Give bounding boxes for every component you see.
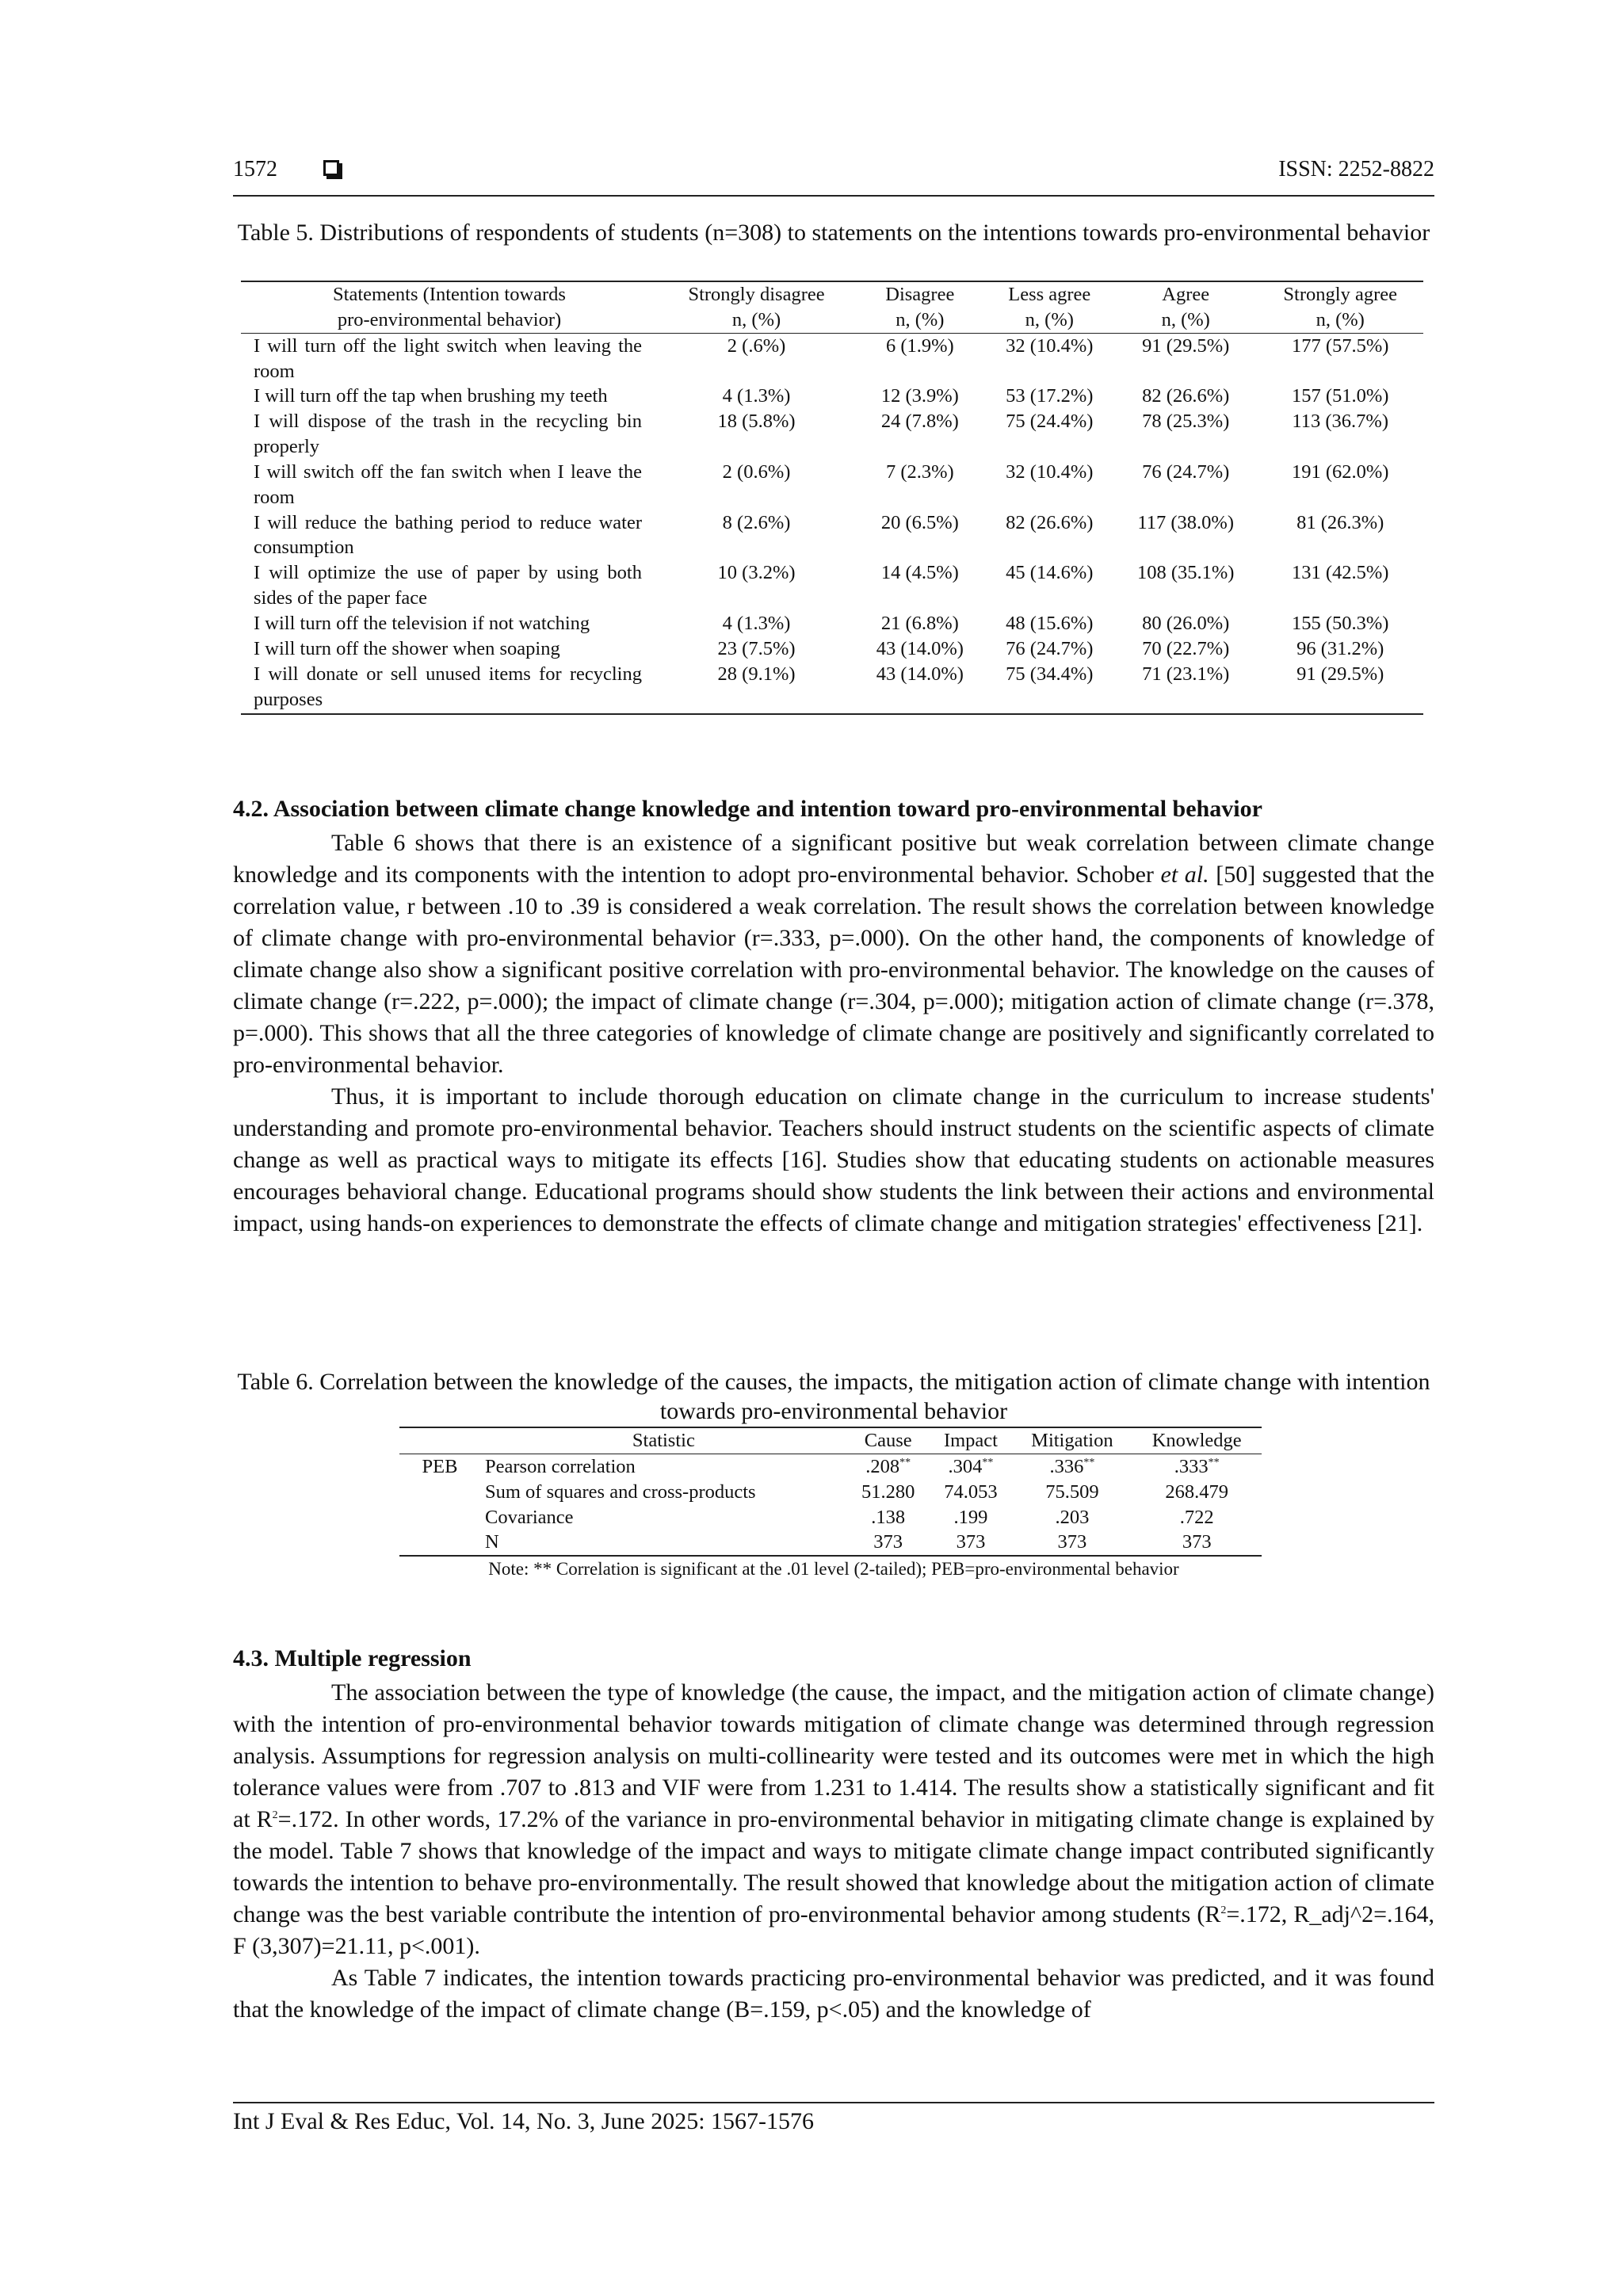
table6-col-mitigation: Mitigation (1031, 1430, 1113, 1451)
page-header (233, 155, 1434, 197)
table-row: PEB Pearson correlation .208** .304** .336** .333** (399, 1454, 1262, 1479)
table-row: N 373 373 373 373 (485, 1531, 1212, 1553)
table-row: I will turn off the shower when soaping 23 (7.5%) 43 (14.0%) 76 (24.7%) 70 (22.7%) 96 (31.2%) (254, 637, 1384, 659)
table-row: I will reduce the bathing period to reduce water consumption 8 (2.6%) 20 (6.5%) 82 (26.6%) 117 (38.0%) 81 (26.3%) (254, 511, 1384, 559)
table6-header-row (399, 1427, 1262, 1454)
table5-col-less-agree: Less agree n, (%) (1008, 284, 1091, 330)
page-number: 1572 (233, 157, 277, 181)
issn: ISSN: 2252-8822 (1278, 157, 1434, 181)
table6-col-cause: Cause (864, 1430, 912, 1451)
square-bullet-icon (323, 160, 339, 176)
table5-caption: Table 5. Distributions of respondents of students (n=308) to statements on the intentions towards pro-environmental behavior (237, 220, 1430, 246)
table5 (241, 281, 1423, 715)
table-row: Sum of squares and cross-products 51.280 74.053 75.509 268.479 (485, 1480, 1229, 1503)
table5-col-strongly-agree: Strongly agree n, (%) (1283, 284, 1397, 330)
table6-row-label: PEB (422, 1455, 458, 1477)
table-row: Covariance .138 .199 .203 .722 (485, 1506, 1214, 1528)
table6-note: Note: ** Correlation is significant at the .01 level (2-tailed); PEB=pro-environmental behavior (488, 1559, 1179, 1579)
table-row: I will switch off the fan switch when I leave the room 2 (0.6%) 7 (2.3%) 32 (10.4%) 76 (24.7%) 191 (62.0%) (254, 460, 1389, 508)
table5-col-disagree: Disagree n, (%) (885, 284, 955, 330)
page-footer: Int J Eval & Res Educ, Vol. 14, No. 3, June 2025: 1567-1576 (233, 2102, 1434, 2135)
table6-caption: Table 6. Correlation between the knowledge of the causes, the impacts, the mitigation action of climate change with intention towards pro-environmental behavior (237, 1369, 1430, 1424)
table-row: I will donate or sell unused items for recycling purposes 28 (9.1%) 43 (14.0%) 75 (34.4%) 71 (23.1%) 91 (29.5%) (254, 663, 1384, 710)
section-4-3-body (233, 1677, 1434, 2026)
paragraph: Thus, it is important to include thorough education on climate change in the curriculum to increase students' understanding and promote pro-environmental behavior. Teachers should instruct students on the scientific aspects of climate change as well as practical ways to mitigate its effects [16]. Studies show that educating students on actionable measures encourages behavioral change. Educational programs should show students the link between their actions and environmental impact, using hands-on experiences to demonstrate the effects of climate change and mitigation strategies' effectiveness [21]. (233, 1083, 1434, 1236)
table6-col-statistic: Statistic (632, 1430, 695, 1451)
table6-col-impact: Impact (943, 1430, 998, 1451)
table5-header-row (241, 281, 1423, 333)
table-row: I will turn off the television if not watching 4 (1.3%) 21 (6.8%) 48 (15.6%) 80 (26.0%) 155 (50.3%) (254, 612, 1389, 634)
table5-col-agree: Agree n, (%) (1161, 284, 1210, 330)
table6 (399, 1427, 1262, 1557)
section-4-2-heading: 4.2. Association between climate change knowledge and intention toward pro-environmental behavior (233, 796, 1262, 822)
section-4-2-body (233, 827, 1434, 1240)
table-row: I will turn off the tap when brushing my teeth 4 (1.3%) 12 (3.9%) 53 (17.2%) 82 (26.6%) 157 (51.0%) (254, 385, 1389, 407)
table-row: I will optimize the use of paper by using both sides of the paper face 10 (3.2%) 14 (4.5%) 45 (14.6%) 108 (35.1%) 131 (42.5%) (254, 562, 1389, 609)
table-row: I will turn off the light switch when leaving the room 2 (.6%) 6 (1.9%) 32 (10.4%) 91 (29.5%) 177 (57.5%) (254, 334, 1389, 382)
table5-col-strongly-disagree: Strongly disagree n, (%) (688, 284, 825, 330)
table5-col-statement: Statements (Intention towards pro-environmental behavior) (333, 284, 566, 330)
paragraph: As Table 7 indicates, the intention towards practicing pro-environmental behavior was predicted, and it was found that the knowledge of the impact of climate change (B=.159, p<.05) and the knowledge of (233, 1965, 1434, 2023)
paragraph: The association between the type of knowledge (the cause, the impact, and the mitigation action of climate change) with the intention of pro-environmental behavior towards mitigation of climate change was determined through regression analysis. Assumptions for regression analysis on multi-collinearity were tested and its outcomes were met in which the high tolerance values were from .707 to .813 and VIF were from 1.231 to 1.414. The results show a statistically significant and fit at $R^2=.172$. In other words, 17.2% of the variance in pro-environmental behavior in mitigating climate change is explained by the model. Table 7 shows that knowledge of the impact and ways to mitigate climate change impact contributed significantly towards the intention to behave pro-environmentally. The result showed that knowledge about the mitigation action of climate change was the best variable contribute the intention of pro-environmental behavior among students ($R^2=.172$, R_adj^2=.164, F (3,307)=21.11, p<.001). (233, 1679, 1434, 1959)
paragraph: Table 6 shows that there is an existence of a significant positive but weak correlation between climate change knowledge and its components with the intention to adopt pro-environmental behavior. Schober et al. [50] suggested that the correlation value, r between .10 to .39 is considered a weak correlation. The result shows the correlation between knowledge of climate change with pro-environmental behavior (r=.333, p=.000). On the other hand, the components of knowledge of climate change also show a significant positive correlation with pro-environmental behavior. The knowledge on the causes of climate change (r=.222, p=.000); the impact of climate change (r=.304, p=.000); mitigation action of climate change (r=.378, p=.000). This shows that all the three categories of knowledge of climate change are positively and significantly correlated to pro-environmental behavior. (233, 830, 1434, 1078)
table-row: I will dispose of the trash in the recycling bin properly 18 (5.8%) 24 (7.8%) 75 (24.4%) 78 (25.3%) 113 (36.7%) (254, 411, 1388, 458)
table6-col-knowledge: Knowledge (1151, 1430, 1242, 1451)
section-4-3-heading: 4.3. Multiple regression (233, 1645, 472, 1671)
